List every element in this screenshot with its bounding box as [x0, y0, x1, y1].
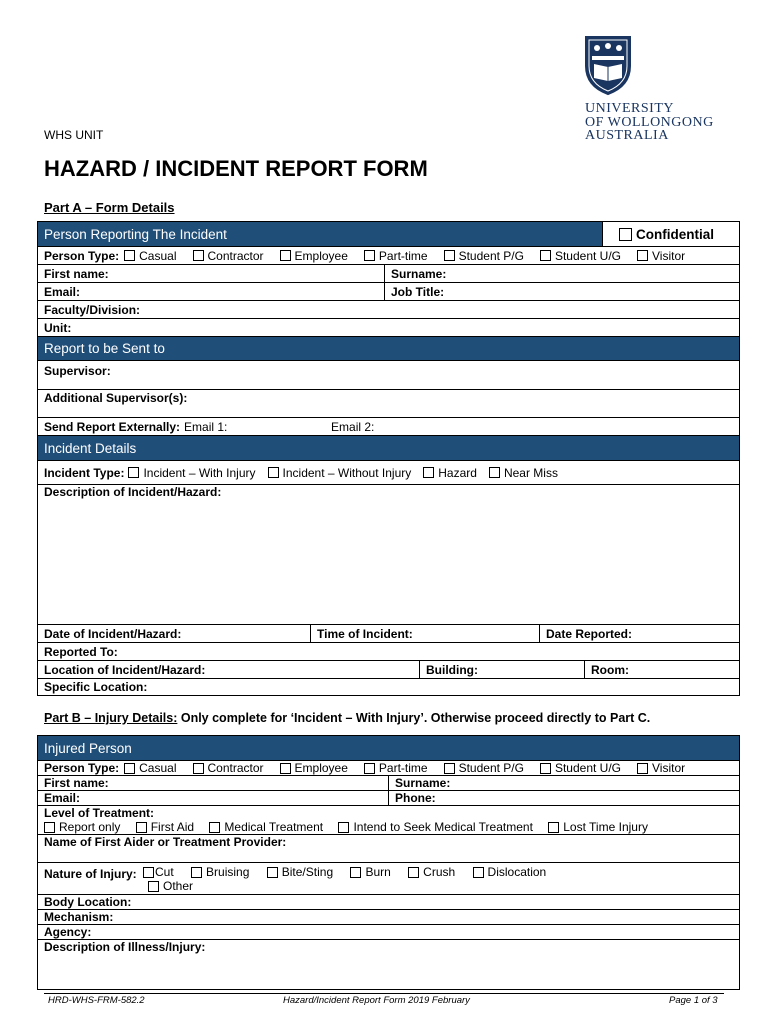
option-label: Medical Treatment [224, 820, 324, 834]
checkbox-icon [364, 250, 375, 261]
university-crest-logo [583, 34, 633, 96]
field-label: Surname: [391, 266, 447, 281]
checkbox-icon [540, 250, 551, 261]
checkbox-icon [124, 250, 135, 261]
unit-row [38, 318, 739, 336]
field-label: Room: [591, 662, 629, 677]
treatment-report-only[interactable] [44, 820, 120, 834]
building-field[interactable] [419, 661, 584, 678]
field-label: Location of Incident/Hazard: [44, 662, 206, 677]
checkbox-icon [619, 228, 632, 241]
option-label: Student U/G [554, 248, 622, 263]
checkbox-icon [637, 250, 648, 261]
option-label: Intend to Seek Medical Treatment [353, 820, 533, 834]
injury-description-label: Description of Illness/Injury: [44, 940, 206, 954]
checkbox-icon [128, 467, 139, 478]
treatment-lost-time[interactable] [548, 820, 648, 834]
checkbox-icon [350, 867, 361, 878]
field-label: First name: [44, 776, 109, 790]
checkbox-icon [280, 250, 291, 261]
send-externally-row [38, 417, 739, 435]
checkbox-icon [193, 250, 204, 261]
faculty-field[interactable] [38, 301, 739, 318]
person-reporting-header [38, 222, 739, 246]
option-label: Employee [294, 761, 348, 775]
checkbox-icon [423, 467, 434, 478]
part-b-heading: Part B – Injury Details: [44, 711, 178, 725]
option-label: Casual [139, 248, 177, 263]
incident-type-row [38, 460, 739, 484]
injured-type-student-ug[interactable] [540, 761, 621, 775]
nature-bruising[interactable] [191, 865, 249, 879]
injured-person-type-row [38, 760, 739, 775]
checkbox-icon [364, 763, 375, 774]
option-label: Near Miss [503, 465, 558, 480]
injured-email-field[interactable] [38, 791, 388, 805]
incident-details-title: Incident Details [44, 440, 137, 456]
person-type-part-time[interactable] [364, 249, 428, 263]
body-location-row [38, 894, 739, 909]
option-label: Hazard [438, 465, 477, 480]
supervisor-row[interactable] [38, 360, 739, 389]
checkbox-icon [191, 867, 202, 878]
person-type-label: Person Type: [44, 761, 120, 775]
option-label: Lost Time Injury [563, 820, 648, 834]
field-label: Date of Incident/Hazard: [44, 626, 182, 641]
checkbox-icon [143, 867, 154, 878]
part-a-form [37, 221, 740, 696]
checkbox-icon [408, 867, 419, 878]
footer-form-name: Hazard/Incident Report Form 2019 February [283, 995, 470, 1006]
treatment-intend-to-seek[interactable] [338, 820, 532, 834]
page-title: HAZARD / INCIDENT REPORT FORM [44, 156, 428, 181]
option-label: Incident – With Injury [143, 465, 256, 480]
option-label: Burn [365, 865, 391, 879]
mechanism-row [38, 909, 739, 924]
field-label: Date Reported: [546, 626, 633, 641]
treatment-medical[interactable] [209, 820, 323, 834]
injured-type-part-time[interactable] [364, 761, 428, 775]
field-label: Unit: [44, 320, 72, 335]
option-label: Bite/Sting [281, 865, 334, 879]
agency-field[interactable] [38, 925, 739, 939]
treatment-label: Level of Treatment: [44, 806, 155, 820]
body-location-field[interactable] [38, 895, 739, 909]
person-type-student-ug[interactable] [540, 249, 621, 263]
agency-row [38, 924, 739, 939]
option-label: Part-time [378, 248, 428, 263]
option-label: First Aid [150, 820, 195, 834]
checkbox-icon [444, 763, 455, 774]
part-b-note: Only complete for ‘Incident – With Injury’. Otherwise proceed directly to Part C. [177, 711, 651, 725]
incident-type-with-injury[interactable] [128, 466, 255, 480]
job-title-field[interactable] [384, 283, 739, 300]
faculty-row [38, 300, 739, 318]
nature-cut[interactable] [143, 865, 174, 879]
university-name [585, 102, 714, 143]
nature-burn[interactable] [350, 865, 390, 879]
option-label: Bruising [206, 865, 250, 879]
room-field[interactable] [584, 661, 739, 678]
injured-type-visitor[interactable] [637, 761, 685, 775]
email-row [38, 282, 739, 300]
option-label: Report only [59, 820, 121, 834]
injury-description-area[interactable] [38, 939, 739, 989]
nature-label: Nature of Injury: [44, 866, 137, 881]
report-to-title: Report to be Sent to [44, 341, 165, 356]
injured-type-employee[interactable] [280, 761, 348, 775]
university-line-3: AUSTRALIA [585, 128, 669, 143]
specific-location-field[interactable] [38, 679, 739, 695]
part-a-heading: Part A – Form Details [44, 200, 175, 215]
incident-details-header [38, 435, 739, 460]
part-b-heading-line [44, 711, 650, 725]
injured-phone-field[interactable] [388, 791, 739, 805]
option-label: Part-time [378, 761, 428, 775]
option-label: Employee [294, 248, 348, 263]
first-aider-row[interactable] [38, 834, 739, 862]
confidential-checkbox[interactable] [602, 222, 739, 246]
time-of-incident-field[interactable] [310, 625, 539, 642]
additional-supervisor-label: Additional Supervisor(s): [44, 391, 188, 405]
field-label: Agency: [44, 925, 92, 939]
field-label: Faculty/Division: [44, 302, 141, 317]
incident-type-without-injury[interactable] [268, 466, 412, 480]
university-line-1: UNIVERSITY [585, 101, 674, 116]
checkbox-icon [268, 467, 279, 478]
person-reporting-title: Person Reporting The Incident [44, 226, 227, 242]
person-type-casual[interactable] [124, 249, 176, 263]
checkbox-icon [136, 822, 147, 833]
person-type-visitor[interactable] [637, 249, 685, 263]
checkbox-icon [444, 250, 455, 261]
option-label: Contractor [207, 248, 264, 263]
field-label: Time of Incident: [317, 626, 413, 641]
checkbox-icon [489, 467, 500, 478]
person-type-label: Person Type: [44, 248, 120, 263]
option-label: Casual [139, 761, 177, 775]
unit-label: WHS UNIT [44, 128, 104, 142]
injured-type-student-pg[interactable] [444, 761, 524, 775]
nature-other[interactable] [148, 879, 193, 893]
field-label: Surname: [395, 776, 451, 790]
location-row [38, 660, 739, 678]
option-label: Dislocation [487, 865, 547, 879]
checkbox-icon [148, 881, 159, 892]
date-of-incident-field[interactable] [38, 625, 310, 642]
option-label: Contractor [207, 761, 264, 775]
checkbox-icon [124, 763, 135, 774]
checkbox-icon [280, 763, 291, 774]
option-label: Cut [155, 865, 174, 879]
nature-bite-sting[interactable] [267, 865, 333, 879]
unit-field[interactable] [38, 319, 739, 336]
additional-supervisor-row[interactable] [38, 389, 739, 417]
report-to-header [38, 336, 739, 360]
reported-to-row [38, 642, 739, 660]
university-line-2: OF WOLLONGONG [585, 114, 714, 130]
checkbox-icon [548, 822, 559, 833]
injured-type-casual[interactable] [124, 761, 176, 775]
nature-crush[interactable] [408, 865, 455, 879]
option-label: Incident – Without Injury [282, 465, 412, 480]
option-label: Other [163, 879, 194, 893]
incident-type-hazard[interactable] [423, 466, 477, 480]
injured-name-row [38, 775, 739, 790]
field-label: Job Title: [391, 284, 445, 299]
nature-row [38, 862, 739, 894]
footer-page-number: Page 1 of 3 [669, 995, 718, 1006]
option-label: Visitor [652, 761, 686, 775]
email-1-field[interactable]: Email 1: [184, 419, 228, 434]
option-label: Student P/G [458, 248, 524, 263]
injured-person-title: Injured Person [44, 740, 132, 756]
person-type-row [38, 246, 739, 264]
surname-field[interactable] [384, 265, 739, 282]
option-label: Student P/G [458, 761, 524, 775]
field-label: Mechanism: [44, 910, 114, 924]
checkbox-icon [637, 763, 648, 774]
checkbox-icon [267, 867, 278, 878]
checkbox-icon [44, 822, 55, 833]
injured-first-name-field[interactable] [38, 776, 388, 790]
person-type-contractor[interactable] [193, 249, 264, 263]
checkbox-icon [209, 822, 220, 833]
checkbox-icon [540, 763, 551, 774]
footer-divider [44, 993, 724, 994]
description-area[interactable] [38, 484, 739, 624]
incident-type-label: Incident Type: [44, 465, 125, 480]
date-row [38, 624, 739, 642]
send-externally-label: Send Report Externally: [44, 419, 181, 434]
incident-type-near-miss[interactable] [489, 466, 558, 480]
person-type-employee[interactable] [280, 249, 348, 263]
nature-dislocation[interactable] [473, 865, 547, 879]
footer-code: HRD-WHS-FRM-582.2 [48, 995, 145, 1006]
injured-person-header [38, 736, 739, 760]
first-name-field[interactable] [38, 265, 384, 282]
part-b-form [37, 735, 740, 990]
treatment-row [38, 805, 739, 834]
checkbox-icon [338, 822, 349, 833]
injured-email-row [38, 790, 739, 805]
treatment-first-aid[interactable] [136, 820, 194, 834]
field-label: First name: [44, 266, 109, 281]
checkbox-icon [473, 867, 484, 878]
checkbox-icon [193, 763, 204, 774]
supervisor-label: Supervisor: [44, 364, 111, 378]
field-label: Email: [44, 284, 81, 299]
email-field[interactable] [38, 283, 384, 300]
name-row [38, 264, 739, 282]
specific-location-row [38, 678, 739, 695]
confidential-label: Confidential [636, 226, 714, 242]
location-field[interactable] [38, 661, 419, 678]
option-label: Student U/G [554, 761, 622, 775]
option-label: Visitor [652, 248, 686, 263]
field-label: Reported To: [44, 644, 118, 659]
field-label: Body Location: [44, 895, 132, 909]
first-aider-label: Name of First Aider or Treatment Provider: [44, 835, 287, 849]
mechanism-field[interactable] [38, 910, 739, 924]
description-label: Description of Incident/Hazard: [44, 485, 222, 499]
field-label: Email: [44, 791, 81, 805]
person-type-student-pg[interactable] [444, 249, 524, 263]
field-label: Phone: [395, 791, 436, 805]
field-label: Building: [426, 662, 478, 677]
option-label: Crush [423, 865, 456, 879]
email-2-field[interactable]: Email 2: [331, 419, 375, 434]
reported-to-field[interactable] [38, 643, 739, 660]
date-reported-field[interactable] [539, 625, 739, 642]
field-label: Specific Location: [44, 680, 148, 694]
injured-surname-field[interactable] [388, 776, 739, 790]
injured-type-contractor[interactable] [193, 761, 264, 775]
